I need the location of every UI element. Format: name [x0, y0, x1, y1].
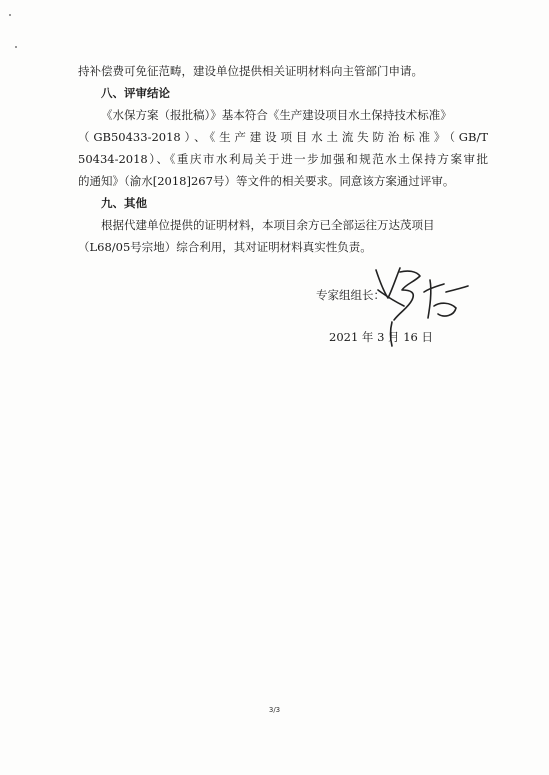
paragraph-line: 的通知》（渝水[2018]267号）等文件的相关要求。同意该方案通过评审。: [78, 174, 455, 188]
paragraph-line: （L68/05号宗地）综合利用，其对证明材料真实性负责。: [78, 240, 372, 254]
document-body: [78, 60, 488, 258]
signature-date: 2021 年 3 月 16 日: [329, 330, 433, 344]
scan-speck: [9, 14, 11, 16]
scan-speck: [15, 46, 17, 48]
page-number: 3/3: [268, 706, 281, 714]
section-heading-conclusion: 八、评审结论: [101, 86, 170, 100]
paragraph-line: （GB50433-2018）、《生产建设项目水土流失防治标准》（GB/T: [78, 130, 488, 144]
paragraph-line: 《水保方案（报批稿）》基本符合《生产建设项目水土保持技术标准》: [101, 108, 452, 122]
paragraph-line: 50434-2018）、《重庆市水利局关于进一步加强和规范水土保持方案审批: [78, 152, 488, 166]
paragraph-line: 持补偿费可免征范畴，建设单位提供相关证明材料向主管部门申请。: [78, 64, 423, 78]
signature-label: 专家组组长：: [316, 288, 385, 302]
paragraph-line: 根据代建单位提供的证明材料，本项目余方已全部运往万达茂项目: [101, 218, 435, 232]
section-heading-other: 九、其他: [101, 196, 147, 210]
